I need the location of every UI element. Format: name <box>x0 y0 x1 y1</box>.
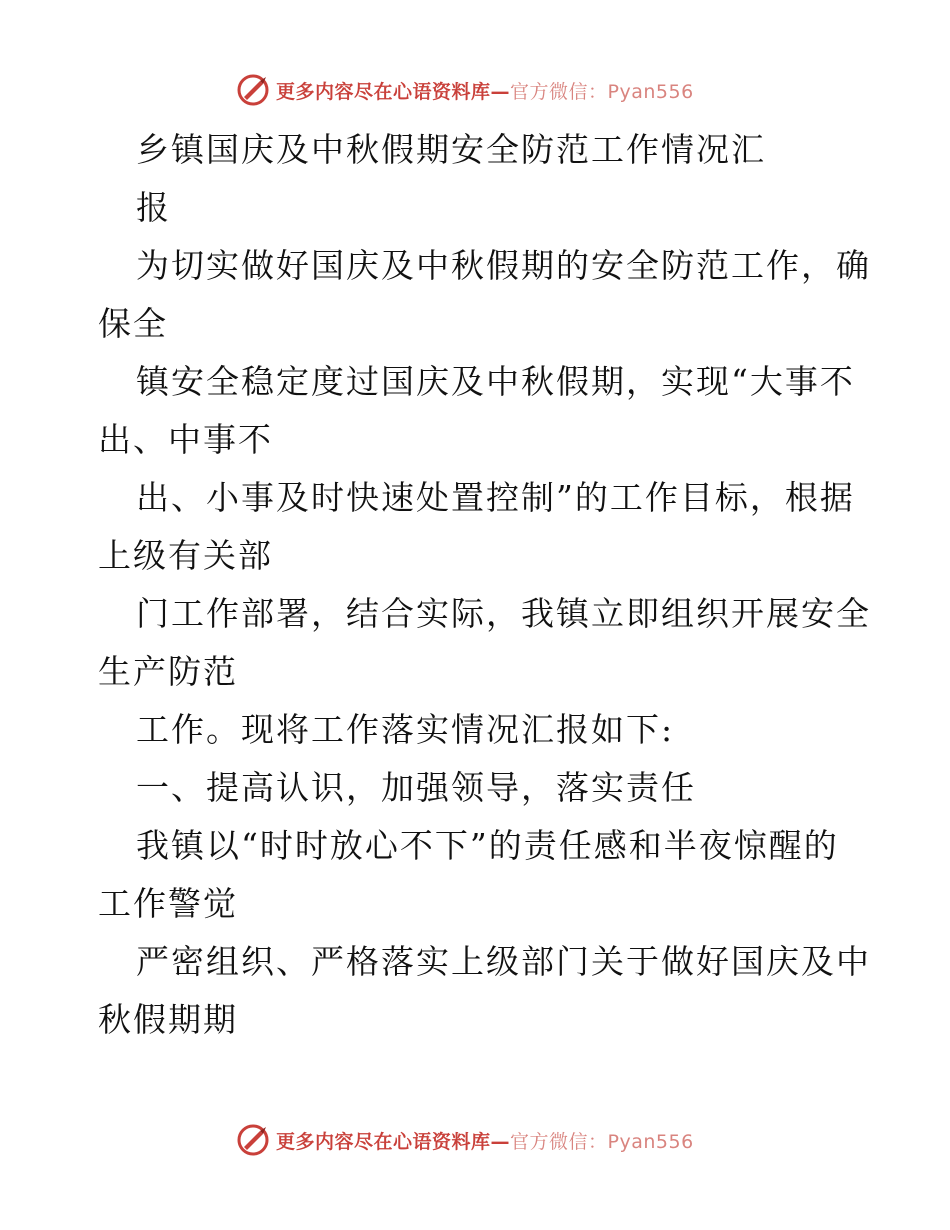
document-body <box>98 121 871 1049</box>
text-line: 报 <box>136 188 171 227</box>
text-line: 工作。现将工作落实情况汇报如下: <box>136 710 675 749</box>
text-line: 严密组织、严格落实上级部门关于做好国庆及中 <box>136 942 871 981</box>
text-line: 乡镇国庆及中秋假期安全防范工作情况汇 <box>136 130 766 169</box>
text-line: 门工作部署，结合实际，我镇立即组织开展安全 <box>136 594 871 633</box>
watermark-text: 更多内容尽在心语资料库—官方微信：Pyan556 <box>276 80 694 103</box>
text-line: 工作警觉 <box>98 884 238 923</box>
text-line: 为切实做好国庆及中秋假期的安全防范工作，确 <box>136 246 871 285</box>
text-line: 我镇以“时时放心不下”的责任感和半夜惊醒的 <box>136 826 839 865</box>
text-line: 上级有关部 <box>98 536 273 575</box>
text-line: 生产防范 <box>98 652 238 691</box>
section-heading: 一、提高认识，加强领导，落实责任 <box>136 768 696 807</box>
quill-logo-icon <box>236 1123 270 1157</box>
watermark-text: 更多内容尽在心语资料库—官方微信：Pyan556 <box>276 1130 694 1153</box>
header-watermark <box>236 73 694 107</box>
text-line: 保全 <box>98 304 168 343</box>
quill-logo-icon <box>236 73 270 107</box>
text-line: 秋假期期 <box>98 1000 238 1039</box>
text-line: 出、小事及时快速处置控制”的工作目标，根据 <box>136 478 855 517</box>
text-line: 出、中事不 <box>98 420 273 459</box>
footer-watermark <box>236 1123 694 1157</box>
text-line: 镇安全稳定度过国庆及中秋假期，实现“大事不 <box>136 362 855 401</box>
